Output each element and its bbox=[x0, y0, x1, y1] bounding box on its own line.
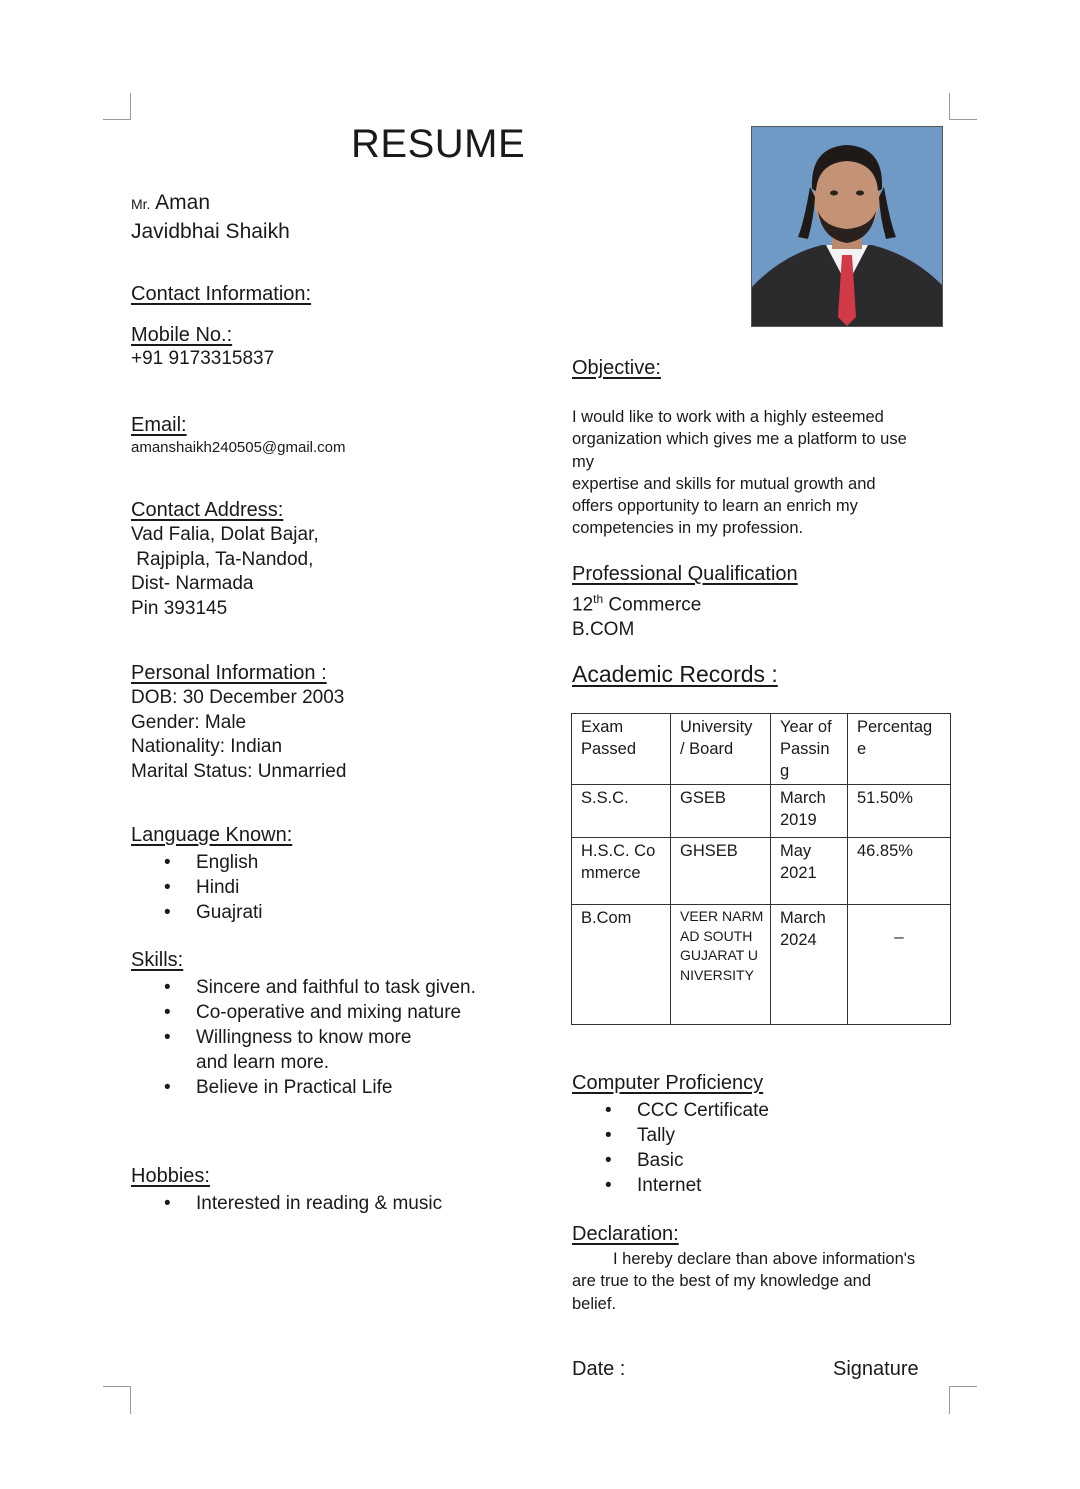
personal-line: Marital Status: Unmarried bbox=[131, 760, 347, 782]
mobile-value: +91 9173315837 bbox=[131, 348, 275, 369]
declaration-line: belief. bbox=[572, 1294, 617, 1313]
table-header-cell: University / Board bbox=[671, 714, 771, 785]
academic-heading: Academic Records : bbox=[572, 661, 778, 687]
table-header-cell: Year of Passing bbox=[771, 714, 848, 785]
table-row bbox=[572, 905, 951, 1025]
table-header-cell: Exam Passed bbox=[572, 714, 671, 785]
crop-mark-bottom-left bbox=[103, 1386, 131, 1414]
name-prefix: Mr. bbox=[131, 196, 151, 212]
hobbies-list bbox=[131, 1191, 511, 1216]
table-cell: S.S.C. bbox=[572, 785, 671, 838]
table-cell: _ bbox=[848, 905, 951, 1025]
qualification-superscript: th bbox=[593, 592, 604, 606]
email-value: amanshaikh240505@gmail.com bbox=[131, 439, 346, 456]
candidate-name bbox=[131, 189, 290, 245]
profile-photo bbox=[751, 126, 943, 327]
crop-mark-top-left bbox=[103, 93, 131, 120]
table-header-row bbox=[572, 714, 951, 785]
name-rest: Javidbhai Shaikh bbox=[131, 220, 290, 243]
personal-block bbox=[131, 686, 346, 784]
date-label: Date : bbox=[572, 1358, 626, 1380]
computer-item: • Internet bbox=[572, 1173, 952, 1198]
address-line: Vad Falia, Dolat Bajar, bbox=[131, 524, 319, 545]
computer-list bbox=[572, 1098, 952, 1198]
language-item: • Hindi bbox=[131, 875, 511, 900]
objective-line: my bbox=[572, 452, 594, 471]
skills-list bbox=[131, 975, 511, 1100]
document-title: RESUME bbox=[351, 122, 526, 166]
academic-records-table bbox=[571, 713, 951, 1025]
table-cell: GHSEB bbox=[671, 838, 771, 905]
objective-line: expertise and skills for mutual growth and bbox=[572, 474, 876, 493]
signature-label: Signature bbox=[833, 1358, 919, 1380]
objective-line: I would like to work with a highly esteemed bbox=[572, 408, 884, 426]
qualification-line-1 bbox=[572, 587, 701, 618]
crop-mark-top-right bbox=[949, 93, 977, 120]
address-line: Dist- Narmada bbox=[131, 573, 254, 594]
name-first: Aman bbox=[155, 191, 210, 214]
skill-item: • Sincere and faithful to task given. bbox=[131, 975, 511, 1000]
table-cell: H.S.C. Commerce bbox=[572, 838, 671, 905]
personal-line: Gender: Male bbox=[131, 711, 247, 733]
qualification-number: 12 bbox=[572, 594, 594, 616]
personal-line: Nationality: Indian bbox=[131, 736, 283, 757]
computer-item: • Basic bbox=[572, 1148, 952, 1173]
contact-heading: Contact Information: bbox=[131, 283, 312, 305]
crop-mark-bottom-right bbox=[949, 1386, 977, 1414]
declaration-line: I hereby declare than above information's bbox=[613, 1250, 916, 1268]
objective-heading: Objective: bbox=[572, 357, 661, 379]
declaration-line: are true to the best of my knowledge and bbox=[572, 1272, 872, 1291]
language-item: • Guajrati bbox=[131, 900, 511, 925]
table-cell: VEER NARMAD SOUTH GUJARAT UNIVERSITY bbox=[671, 905, 771, 1025]
address-label: Contact Address: bbox=[131, 499, 284, 521]
languages-heading: Language Known: bbox=[131, 824, 293, 846]
objective-line: competencies in my profession. bbox=[572, 519, 804, 538]
table-header-cell: Percentage bbox=[848, 714, 951, 785]
table-cell: March 2019 bbox=[771, 785, 848, 838]
table-cell: GSEB bbox=[671, 785, 771, 838]
qualification-heading: Professional Qualification bbox=[572, 563, 798, 585]
table-cell: 46.85% bbox=[848, 838, 951, 905]
skills-heading: Skills: bbox=[131, 949, 184, 971]
address-block bbox=[131, 523, 319, 621]
personal-heading: Personal Information : bbox=[131, 662, 327, 684]
skill-item: • Believe in Practical Life bbox=[131, 1075, 511, 1100]
objective-text bbox=[572, 406, 907, 540]
email-label: Email: bbox=[131, 414, 187, 436]
mobile-label: Mobile No.: bbox=[131, 324, 233, 346]
personal-line: DOB: 30 December 2003 bbox=[131, 687, 345, 708]
skill-item: • Co-operative and mixing nature bbox=[131, 1000, 511, 1025]
computer-heading: Computer Proficiency bbox=[572, 1072, 764, 1094]
table-cell: March 2024 bbox=[771, 905, 848, 1025]
table-cell: B.Com bbox=[572, 905, 671, 1025]
address-line: Rajpipla, Ta-Nandod, bbox=[131, 548, 314, 570]
table-row bbox=[572, 838, 951, 905]
language-item: • English bbox=[131, 850, 511, 875]
objective-line: organization which gives me a platform to use bbox=[572, 430, 907, 449]
qualification-stream: Commerce bbox=[603, 594, 702, 616]
computer-item: • CCC Certificate bbox=[572, 1098, 952, 1123]
table-row bbox=[572, 785, 951, 838]
table-cell: May 2021 bbox=[771, 838, 848, 905]
objective-line: offers opportunity to learn an enrich my bbox=[572, 497, 858, 516]
table-cell: 51.50% bbox=[848, 785, 951, 838]
languages-list bbox=[131, 850, 511, 925]
hobby-item: • Interested in reading & music bbox=[131, 1191, 511, 1216]
declaration-text bbox=[572, 1248, 915, 1315]
address-line: Pin 393145 bbox=[131, 597, 228, 619]
qualification-block bbox=[572, 587, 701, 642]
skill-item: • Willingness to know more and learn more. bbox=[131, 1025, 446, 1075]
qualification-line-2: B.COM bbox=[572, 618, 635, 640]
declaration-heading: Declaration: bbox=[572, 1223, 679, 1245]
computer-item: • Tally bbox=[572, 1123, 952, 1148]
hobbies-heading: Hobbies: bbox=[131, 1165, 210, 1187]
